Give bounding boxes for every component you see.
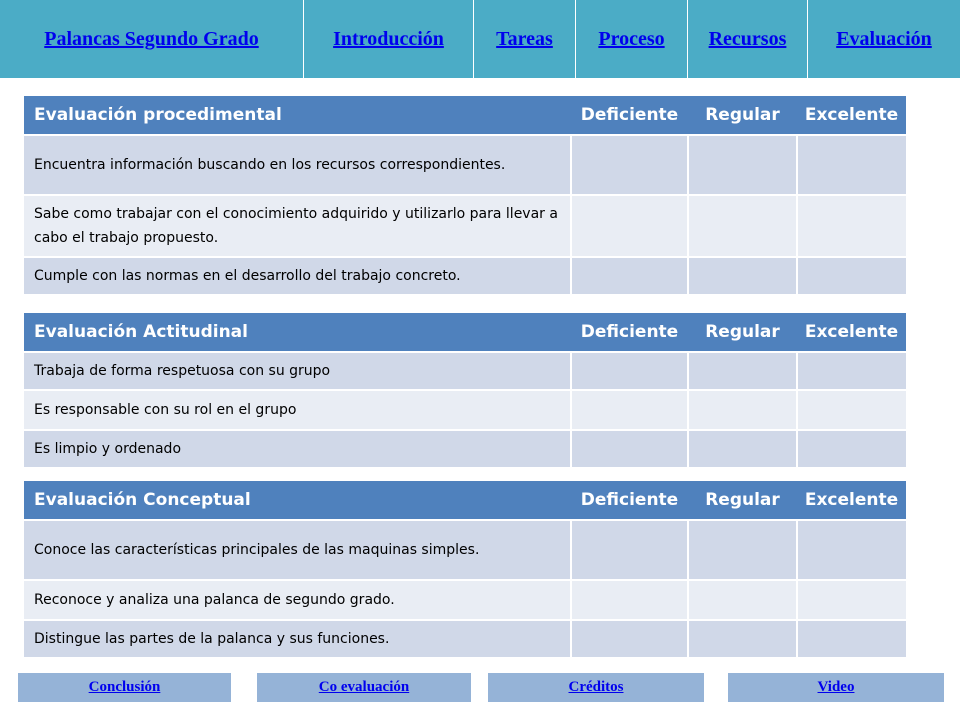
rating-cell-deficiente[interactable] [571,430,688,468]
level-header-excelente: Excelente [797,96,906,135]
table-title: Evaluación procedimental [24,96,571,135]
bottom-nav-creditos[interactable] [488,673,704,702]
rating-cell-excelente[interactable] [797,257,906,295]
bottom-nav-video[interactable] [728,673,944,702]
nav-link-recursos[interactable]: Recursos [708,27,787,50]
criterion-text: Conoce las características principales de las maquinas simples. [24,520,571,580]
criterion-text: Cumple con las normas en el desarrollo del trabajo concreto. [24,257,571,295]
table-header-row [24,481,906,520]
rating-cell-excelente[interactable] [797,352,906,390]
rating-cell-regular[interactable] [688,430,797,468]
criterion-text: Es responsable con su rol en el grupo [24,390,571,430]
criterion-text: Reconoce y analiza una palanca de segundo grado. [24,580,571,620]
procedural-evaluation-table [24,96,906,296]
rating-cell-deficiente[interactable] [571,520,688,580]
table-row [24,195,906,257]
rating-cell-deficiente[interactable] [571,257,688,295]
rating-cell-regular[interactable] [688,620,797,658]
table-header-row [24,313,906,352]
rating-cell-regular[interactable] [688,390,797,430]
level-header-deficiente: Deficiente [571,96,688,135]
level-header-deficiente: Deficiente [571,481,688,520]
rating-cell-deficiente[interactable] [571,620,688,658]
table-title: Evaluación Actitudinal [24,313,571,352]
nav-link-evaluacion[interactable]: Evaluación [836,27,932,50]
rating-cell-deficiente[interactable] [571,580,688,620]
nav-link-introduccion[interactable]: Introducción [333,27,444,50]
nav-cell-tareas [474,0,576,78]
rating-cell-deficiente[interactable] [571,390,688,430]
rating-cell-excelente[interactable] [797,520,906,580]
attitudinal-evaluation-table [24,313,906,469]
rating-cell-regular[interactable] [688,257,797,295]
table-header-row [24,96,906,135]
level-header-excelente: Excelente [797,313,906,352]
bottom-link-co-evaluacion[interactable]: Co evaluación [318,679,410,695]
nav-cell-recursos [688,0,808,78]
rating-cell-regular[interactable] [688,352,797,390]
table-row [24,520,906,580]
bottom-link-conclusion[interactable]: Conclusión [88,679,161,695]
table-row [24,620,906,658]
level-header-deficiente: Deficiente [571,313,688,352]
bottom-link-creditos[interactable]: Créditos [568,679,624,695]
bottom-nav-co-evaluacion[interactable] [257,673,471,702]
table-row [24,390,906,430]
rating-cell-regular[interactable] [688,580,797,620]
rating-cell-excelente[interactable] [797,430,906,468]
criterion-text: Distingue las partes de la palanca y sus funciones. [24,620,571,658]
table-row [24,580,906,620]
rating-cell-regular[interactable] [688,135,797,195]
nav-link-tareas[interactable]: Tareas [496,27,553,50]
nav-cell-evaluacion [808,0,960,78]
level-header-excelente: Excelente [797,481,906,520]
rating-cell-excelente[interactable] [797,195,906,257]
top-nav [0,0,960,78]
rating-cell-excelente[interactable] [797,135,906,195]
nav-cell-home [0,0,304,78]
table-row [24,430,906,468]
rating-cell-excelente[interactable] [797,620,906,658]
criterion-text: Es limpio y ordenado [24,430,571,468]
bottom-nav-conclusion[interactable] [18,673,231,702]
rating-cell-excelente[interactable] [797,390,906,430]
rating-cell-excelente[interactable] [797,580,906,620]
conceptual-evaluation-table [24,481,906,659]
table-title: Evaluación Conceptual [24,481,571,520]
criterion-text: Sabe como trabajar con el conocimiento adquirido y utilizarlo para llevar a cabo el trabajo propuesto. [24,195,571,257]
nav-cell-proceso [576,0,688,78]
rating-cell-deficiente[interactable] [571,135,688,195]
nav-link-proceso[interactable]: Proceso [598,27,665,50]
table-row [24,257,906,295]
rating-cell-deficiente[interactable] [571,195,688,257]
level-header-regular: Regular [688,481,797,520]
criterion-text: Encuentra información buscando en los recursos correspondientes. [24,135,571,195]
bottom-link-video[interactable]: Video [817,679,855,695]
rating-cell-regular[interactable] [688,195,797,257]
nav-link-palancas-segundo-grado[interactable]: Palancas Segundo Grado [44,27,259,50]
rating-cell-regular[interactable] [688,520,797,580]
table-row [24,352,906,390]
rating-cell-deficiente[interactable] [571,352,688,390]
table-row [24,135,906,195]
nav-cell-introduccion [304,0,474,78]
criterion-text: Trabaja de forma respetuosa con su grupo [24,352,571,390]
level-header-regular: Regular [688,313,797,352]
level-header-regular: Regular [688,96,797,135]
